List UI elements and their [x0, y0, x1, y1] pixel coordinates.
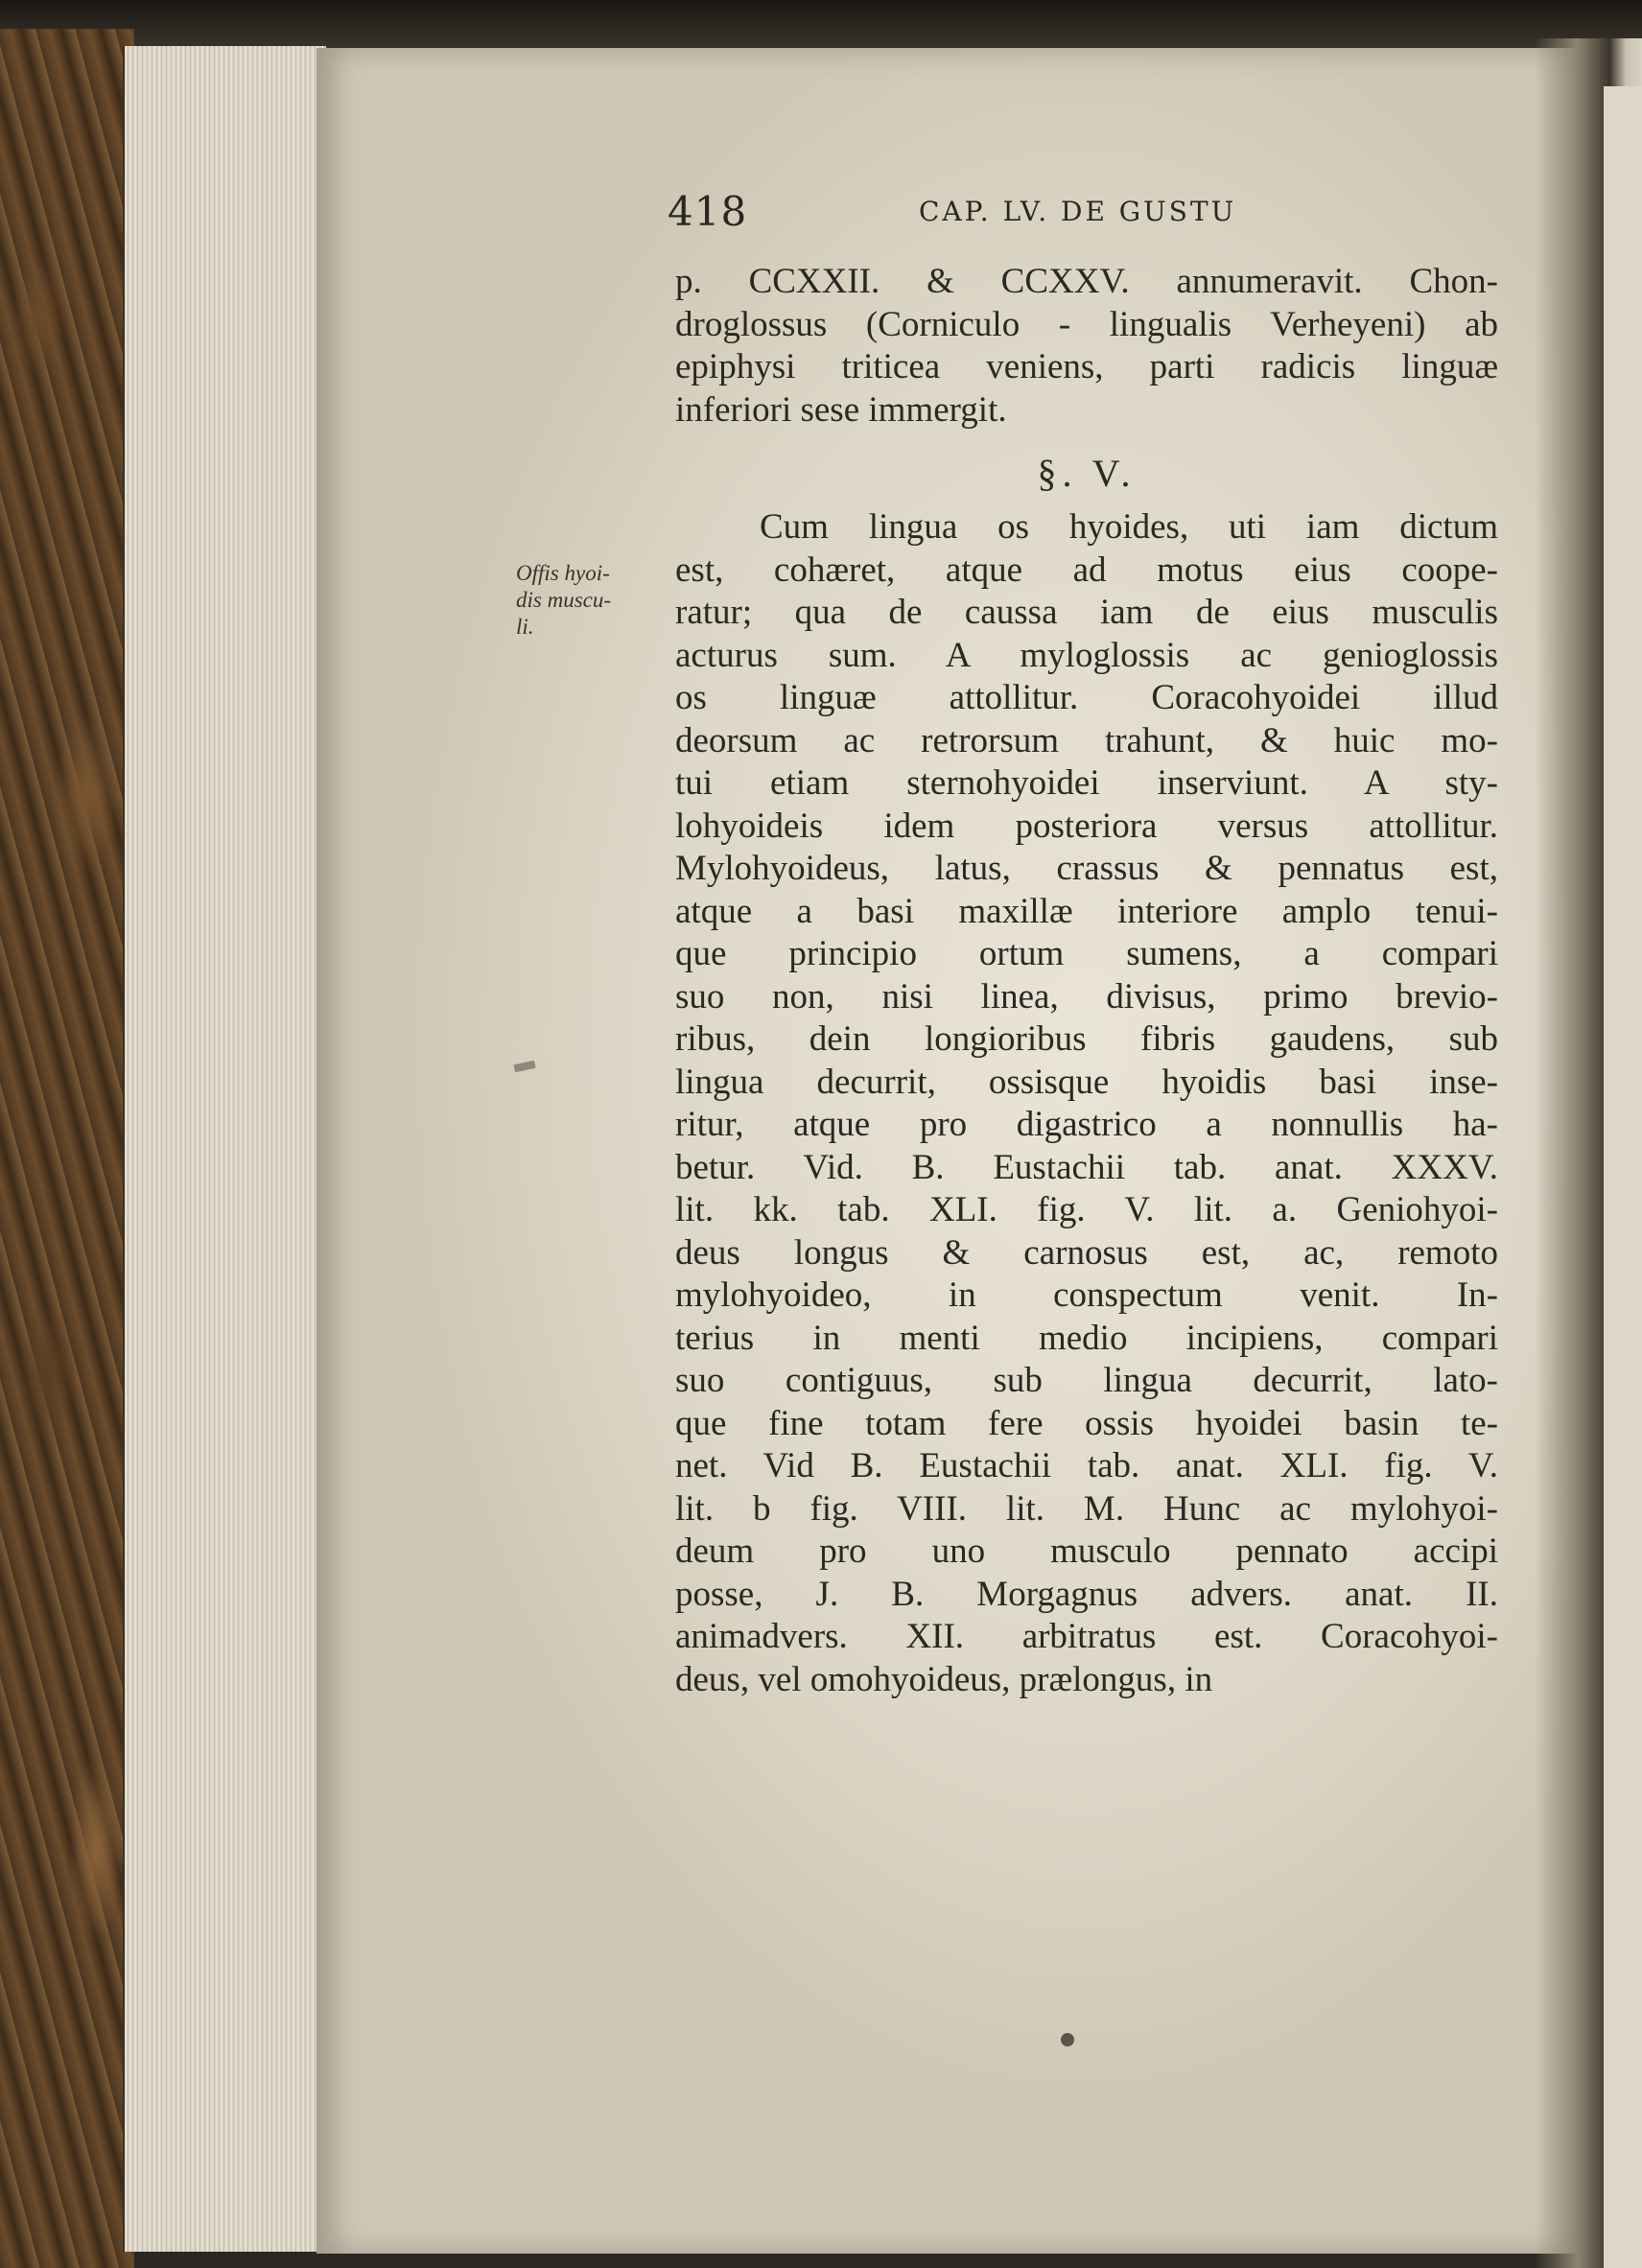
text-line: inferiori sese immergit.: [675, 389, 1007, 430]
page-number: 418: [668, 188, 748, 235]
facing-page-edge: [1604, 86, 1642, 2268]
text-line: animadvers. XII. arbitratus est. Coracohyoi-: [675, 1617, 1498, 1656]
marginal-note-line: Offis hyoi-: [516, 561, 610, 585]
marginal-note: [516, 560, 641, 641]
text-line: lit. kk. tab. XLI. fig. V. lit. a. Geniohyoi-: [675, 1190, 1498, 1229]
text-line: p. CCXXII. & CCXXV. annumeravit. Chon-: [675, 262, 1498, 301]
text-line: atque a basi maxillæ interiore amplo tenui-: [675, 891, 1498, 931]
text-line: droglossus (Corniculo - lingualis Verheyeni) ab: [675, 304, 1498, 344]
text-line: deus, vel omohyoideus, prælongus, in: [675, 1659, 1213, 1699]
text-line: que principio ortum sumens, a compari: [675, 934, 1498, 973]
text-line: betur. Vid. B. Eustachii tab. anat. XXXV.: [675, 1147, 1498, 1187]
text-line: posse, J. B. Morgagnus advers. anat. II.: [675, 1574, 1498, 1614]
scan-backdrop: [0, 0, 1642, 50]
body-text: [675, 261, 1498, 1701]
marbled-cover: [0, 29, 134, 2268]
text-line: deum pro uno musculo pennato accipi: [675, 1531, 1498, 1571]
text-line: deorsum ac retrorsum trahunt, & huic mo-: [675, 720, 1498, 760]
text-line: est, cohæret, atque ad motus eius coope-: [675, 549, 1498, 590]
text-line: suo non, nisi linea, divisus, primo brevio-: [675, 976, 1498, 1017]
text-line: epiphysi triticea veniens, parti radicis linguæ: [675, 347, 1498, 386]
text-line: ribus, dein longioribus fibris gaudens, sub: [675, 1019, 1498, 1059]
text-line: lit. b fig. VIII. lit. M. Hunc ac mylohyoi-: [675, 1488, 1498, 1529]
text-line: que fine totam fere ossis hyoidei basin te-: [675, 1403, 1498, 1443]
text-line: tui etiam sternohyoidei inserviunt. A sty-: [675, 763, 1498, 803]
text-line: Mylohyoideus, latus, crassus & pennatus est,: [675, 849, 1498, 888]
running-title: CAP. LV. DE GUSTU: [919, 196, 1237, 227]
text-line: lohyoideis idem posteriora versus attollitur.: [675, 806, 1498, 846]
ink-speck: [1061, 2033, 1074, 2046]
text-line: net. Vid B. Eustachii tab. anat. XLI. fig. V.: [675, 1446, 1498, 1485]
text-line: ratur; qua de caussa iam de eius musculis: [675, 593, 1498, 632]
marginal-note-line: dis muscu-: [516, 588, 612, 612]
text-line: acturus sum. A myloglossis ac genioglossis: [675, 635, 1498, 675]
text-line: deus longus & carnosus est, ac, remoto: [675, 1232, 1498, 1273]
page-header: [668, 188, 1281, 236]
page-stack-edges: [123, 46, 326, 2252]
text-line: lingua decurrit, ossisque hyoidis basi inse-: [675, 1062, 1498, 1102]
text-line: os linguæ attollitur. Coracohyoidei illud: [675, 678, 1498, 717]
text-line: Cum lingua os hyoides, uti iam dictum: [760, 507, 1498, 547]
text-line: ritur, atque pro digastrico a nonnullis ha-: [675, 1105, 1498, 1144]
marginal-note-line: li.: [516, 615, 534, 639]
text-line: terius in menti medio incipiens, compari: [675, 1318, 1498, 1358]
text-line: mylohyoideo, in conspectum venit. In-: [675, 1275, 1498, 1315]
section-heading: §. V.: [1037, 452, 1137, 495]
text-line: suo contiguus, sub lingua decurrit, lato-: [675, 1361, 1498, 1400]
